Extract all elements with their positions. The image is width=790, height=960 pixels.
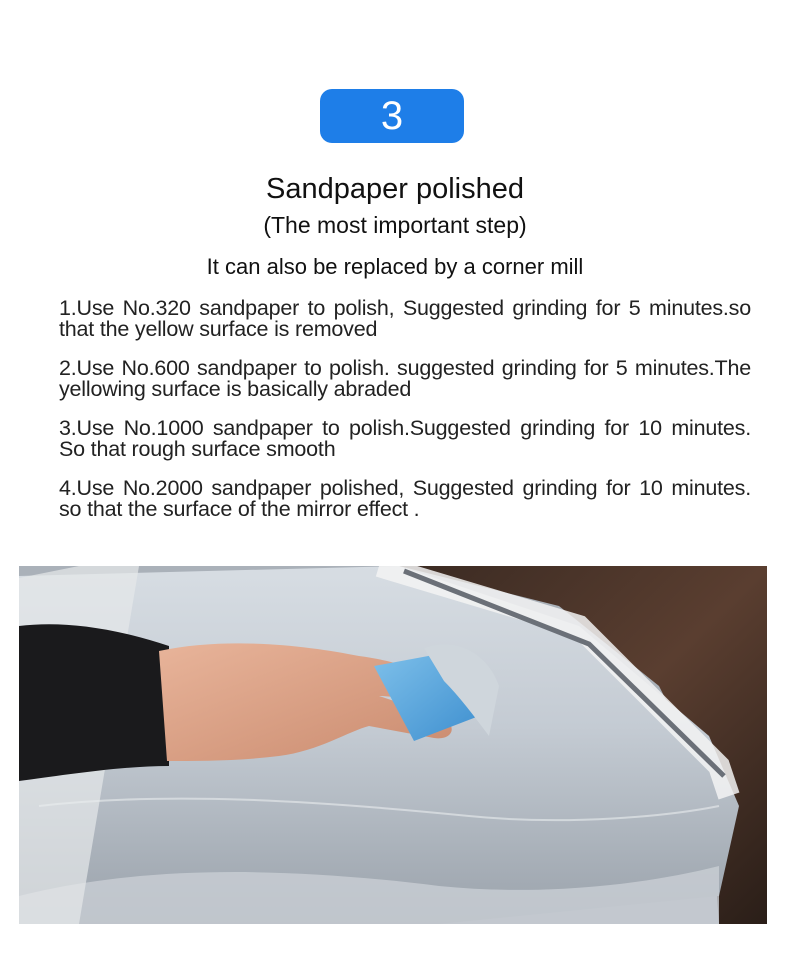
instruction-step-2: 2.Use No.600 sandpaper to polish. suggested grinding for 5 minutes.The yellowing surface is basically abraded bbox=[59, 356, 751, 401]
section-tagline: It can also be replaced by a corner mill bbox=[206, 254, 584, 279]
polishing-illustration bbox=[19, 566, 767, 924]
black-sleeve bbox=[19, 624, 169, 781]
instruction-list bbox=[59, 298, 751, 538]
section-title: Sandpaper polished bbox=[266, 173, 524, 205]
section-subtitle: (The most important step) bbox=[263, 212, 527, 238]
instruction-step-3: 3.Use No.1000 sandpaper to polish.Suggested grinding for 10 minutes. So that rough surface smooth bbox=[59, 416, 751, 461]
instruction-step-1: 1.Use No.320 sandpaper to polish, Suggested grinding for 5 minutes.so that the yellow surface is removed bbox=[59, 296, 751, 341]
step-number: 3 bbox=[380, 94, 404, 138]
step-number-badge bbox=[320, 89, 464, 143]
polishing-photo bbox=[19, 566, 767, 924]
instruction-step-4: 4.Use No.2000 sandpaper polished, Suggested grinding for 10 minutes. so that the surface of the mirror effect . bbox=[59, 476, 751, 521]
